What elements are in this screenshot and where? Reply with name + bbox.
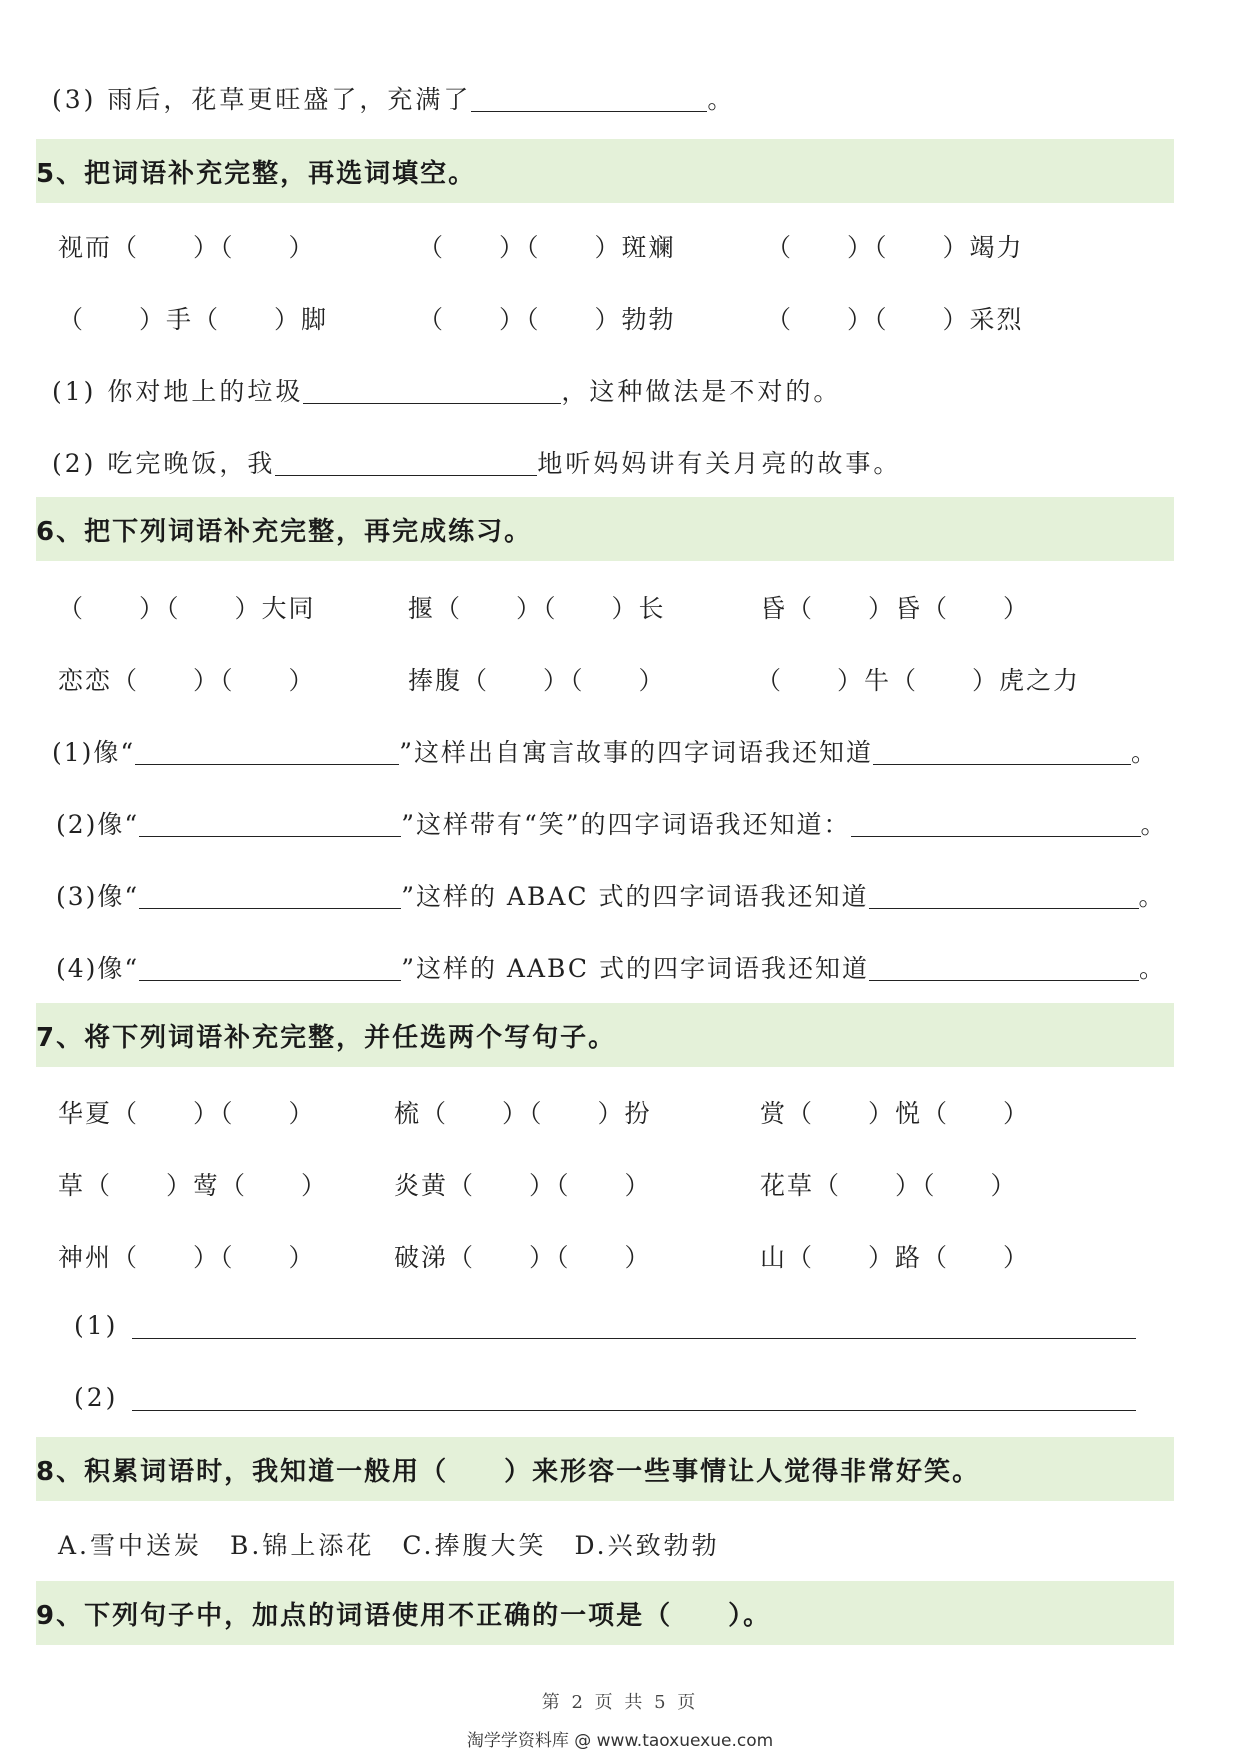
section-5-question-1: (1) 你对地上的垃圾 ，这种做法是不对的。: [52, 377, 842, 406]
idiom-blank[interactable]: （ ）（ ）采烈: [766, 305, 1024, 334]
section-6-header: [36, 497, 1174, 561]
idiom-blank[interactable]: （ ）（ ）斑斓: [418, 233, 676, 262]
section-6-title: 6、把下列词语补充完整，再完成练习。: [36, 517, 533, 547]
idiom-blank[interactable]: （ ）牛（ ）虎之力: [756, 666, 1081, 695]
page-number: 第 2 页 共 5 页: [541, 1692, 699, 1713]
answer-blank[interactable]: [873, 738, 1131, 765]
answer-blank[interactable]: [851, 810, 1141, 837]
section-9-title: 9、下列句子中，加点的词语使用不正确的一项是（ ）。: [36, 1601, 772, 1631]
idiom-blank[interactable]: 赏（ ）悦（ ）: [760, 1099, 1031, 1128]
idiom-blank[interactable]: 炎黄（ ）（ ）: [394, 1171, 652, 1200]
answer-blank[interactable]: [139, 954, 401, 981]
idiom-blank[interactable]: 梳（ ）（ ）扮: [394, 1099, 652, 1128]
section-7-title: 7、将下列词语补充完整，并任选两个写句子。: [36, 1023, 617, 1053]
idiom-blank[interactable]: 破涕（ ）（ ）: [394, 1243, 652, 1272]
sentence-2-line[interactable]: [132, 1410, 1136, 1411]
idiom-blank[interactable]: 华夏（ ）（ ）: [58, 1099, 316, 1128]
section-6-question-3: (3)像“ ”这样的 ABAC 式的四字词语我还知道 。: [56, 882, 1166, 911]
answer-blank[interactable]: [471, 85, 707, 112]
q4-item-3: (3) 雨后，花草更旺盛了，充满了 。: [52, 85, 736, 114]
answer-blank[interactable]: [303, 377, 561, 404]
watermark: 淘学学资料库 @ www.taoxuexue.com: [466, 1731, 774, 1751]
sentence-1-label: (1): [74, 1311, 119, 1340]
answer-blank[interactable]: [869, 954, 1139, 981]
idiom-blank[interactable]: 草（ ）莺（ ）: [58, 1171, 329, 1200]
idiom-blank[interactable]: 昏（ ）昏（ ）: [760, 594, 1031, 623]
section-9-header: [36, 1581, 1174, 1645]
answer-blank[interactable]: [139, 882, 401, 909]
section-8-title: 8、积累词语时，我知道一般用（ ）来形容一些事情让人觉得非常好笑。: [36, 1457, 981, 1487]
idiom-blank[interactable]: 山（ ）路（ ）: [760, 1243, 1031, 1272]
section-8-header: [36, 1437, 1174, 1501]
idiom-blank[interactable]: 恋恋（ ）（ ）: [58, 666, 316, 695]
q4-item-3-text: (3) 雨后，花草更旺盛了，充满了: [52, 85, 472, 114]
idiom-blank[interactable]: （ ）手（ ）脚: [58, 305, 329, 334]
section-8-options[interactable]: A.雪中送炭 B.锦上添花 C.捧腹大笑 D.兴致勃勃: [58, 1531, 720, 1560]
answer-blank[interactable]: [139, 810, 401, 837]
section-5-title: 5、把词语补充完整，再选词填空。: [36, 159, 477, 189]
answer-blank[interactable]: [275, 449, 537, 476]
section-6-question-1: (1)像“ ”这样出自寓言故事的四字词语我还知道 。: [52, 738, 1159, 767]
section-6-question-2: (2)像“ ”这样带有“笑”的四字词语我还知道： 。: [56, 810, 1168, 839]
idiom-blank[interactable]: （ ）（ ）勃勃: [418, 305, 676, 334]
section-5-header: [36, 139, 1174, 203]
answer-blank[interactable]: [869, 882, 1139, 909]
sentence-1-line[interactable]: [132, 1338, 1136, 1339]
idiom-blank[interactable]: 花草（ ）（ ）: [760, 1171, 1018, 1200]
section-6-question-4: (4)像“ ”这样的 AABC 式的四字词语我还知道 。: [56, 954, 1166, 983]
answer-blank[interactable]: [135, 738, 399, 765]
idiom-blank[interactable]: 捧腹（ ）（ ）: [408, 666, 666, 695]
sentence-2-label: (2): [74, 1383, 119, 1412]
section-7-header: [36, 1003, 1174, 1067]
idiom-blank[interactable]: 视而（ ）（ ）: [58, 233, 316, 262]
section-5-question-2: (2) 吃完晚饭，我 地听妈妈讲有关月亮的故事。: [52, 449, 902, 478]
idiom-blank[interactable]: 揠（ ）（ ）长: [408, 594, 666, 623]
idiom-blank[interactable]: （ ）（ ）竭力: [766, 233, 1024, 262]
idiom-blank[interactable]: （ ）（ ）大同: [58, 594, 316, 623]
idiom-blank[interactable]: 神州（ ）（ ）: [58, 1243, 316, 1272]
